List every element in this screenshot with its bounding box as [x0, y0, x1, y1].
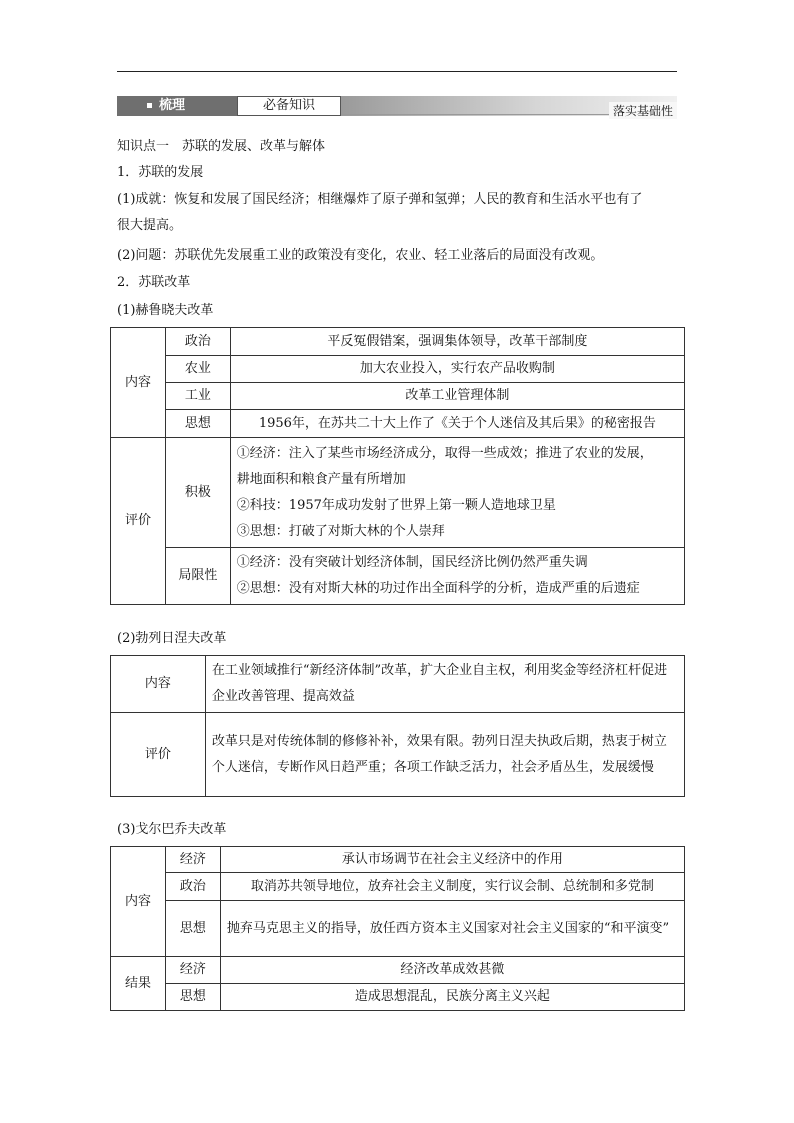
top-rule [117, 71, 677, 72]
label-economy: 经济 [165, 847, 220, 873]
gorbachev-table [110, 846, 685, 1011]
banner-dark-label [117, 96, 237, 116]
value-industry: 改革工业管理体制 [230, 383, 684, 410]
positive-thought: ③思想：打破了对斯大林的个人崇拜 [236, 523, 445, 539]
limitation-thought: ②思想：没有对斯大林的功过作出全面科学的分析，造成严重的后遗症 [236, 581, 640, 596]
positive-economy-1: ①经济：注入了某些市场经济成分，取得一些成效；推进了农业的发展， [236, 445, 653, 461]
value-politics: 取消苏共领导地位，放弃社会主义制度，实行议会制、总统制和多党制 [220, 873, 684, 901]
label-agriculture: 农业 [165, 356, 230, 383]
banner-right-label: 落实基础性 [609, 102, 677, 119]
value-economy: 承认市场调节在社会主义经济中的作用 [220, 847, 684, 873]
banner-dark-text: 梳理 [159, 98, 186, 113]
label-thought: 思想 [165, 410, 230, 438]
label-industry: 工业 [165, 383, 230, 410]
brezhnev-title: (2)勃列日涅夫改革 [117, 631, 227, 646]
problem-paragraph: (2)问题：苏联优先发展重工业的政策没有变化，农业、轻工业落后的局面没有改观。 [117, 248, 604, 263]
positive-economy-2: 耕地面积和粮食产量有所增加 [236, 471, 406, 487]
positive-tech: ②科技：1957年成功发射了世界上第一颗人造地球卫星 [236, 497, 556, 513]
label-politics: 政治 [165, 873, 220, 901]
value-thought: 1956年，在苏共二十大上作了《关于个人迷信及其后果》的秘密报告 [230, 410, 684, 438]
label-politics: 政治 [165, 328, 230, 356]
banner-box-label: 必备知识 [237, 96, 341, 116]
achievement-line-2: 很大提高。 [117, 218, 183, 233]
value-result-thought: 造成思想混乱，民族分离主义兴起 [220, 984, 684, 1011]
brezhnev-table [110, 655, 685, 797]
section-2-title: 2．苏联改革 [117, 275, 191, 290]
gorbachev-title: (3)戈尔巴乔夫改革 [117, 822, 227, 837]
value-thought: 抛弃马克思主义的指导，放任西方资本主义国家对社会主义国家的“和平演变” [220, 901, 684, 957]
square-bullet-icon [147, 103, 152, 108]
label-result-economy: 经济 [165, 957, 220, 984]
knowledge-point-heading: 知识点一 苏联的发展、改革与解体 [117, 139, 326, 154]
row-label-content: 内容 [111, 656, 206, 713]
row-label-content: 内容 [111, 328, 166, 438]
section-banner [117, 96, 677, 118]
limitation-economy: ①经济：没有突破计划经济体制，国民经济比例仍然严重失调 [236, 555, 588, 570]
row-label-content: 内容 [111, 847, 166, 957]
label-limitation: 局限性 [165, 548, 230, 605]
value-content: 在工业领域推行“新经济体制”改革，扩大企业自主权，利用奖金等经济杠杆促进企业改善管理、提高效益 [205, 656, 684, 713]
value-limitation [230, 548, 684, 605]
khrushchev-title: (1)赫鲁晓夫改革 [117, 303, 214, 318]
value-agriculture: 加大农业投入，实行农产品收购制 [230, 356, 684, 383]
section-1-title: 1．苏联的发展 [117, 165, 204, 180]
row-label-evaluation: 评价 [111, 438, 166, 605]
value-positive [230, 438, 684, 548]
label-positive: 积极 [165, 438, 230, 548]
value-politics: 平反冤假错案，强调集体领导，改革干部制度 [230, 328, 684, 356]
khrushchev-table [110, 327, 685, 605]
row-label-evaluation: 评价 [111, 713, 206, 797]
value-evaluation: 改革只是对传统体制的修修补补，效果有限。勃列日涅夫执政后期，热衷于树立个人迷信，专断作风日趋严重；各项工作缺乏活力，社会矛盾丛生，发展缓慢 [205, 713, 684, 797]
row-label-result: 结果 [111, 957, 166, 1011]
achievement-line-1: (1)成就：恢复和发展了国民经济；相继爆炸了原子弹和氢弹；人民的教育和生活水平也有了 [117, 192, 643, 207]
label-thought: 思想 [165, 901, 220, 957]
label-result-thought: 思想 [165, 984, 220, 1011]
value-result-economy: 经济改革成效甚微 [220, 957, 684, 984]
